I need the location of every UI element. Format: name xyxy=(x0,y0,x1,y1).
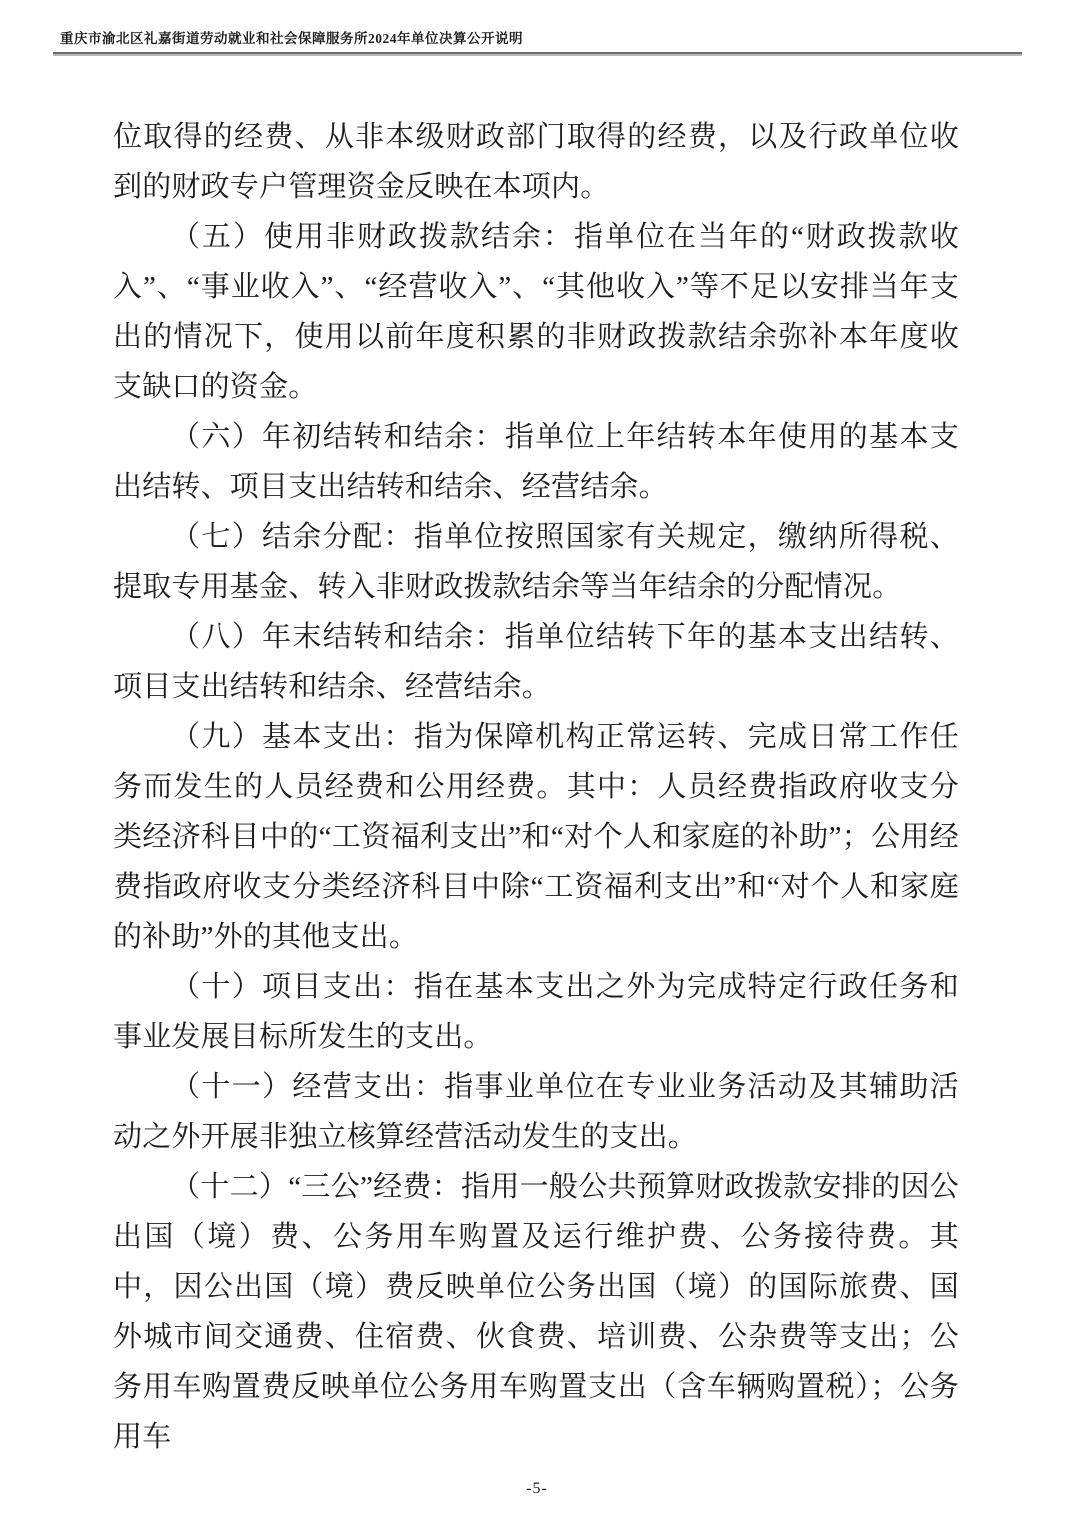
body-paragraph: （六）年初结转和结余：指单位上年结转本年使用的基本支出结转、项目支出结转和结余、经营结余。 xyxy=(113,421,959,503)
body-paragraph: （五）使用非财政拨款结余：指单位在当年的“财政拨款收入”、“事业收入”、“经营收入”、“其他收入”等不足以安排当年支出的情况下，使用以前年度积累的非财政拨款结余弥补本年度收支缺口的资金。 xyxy=(113,221,959,403)
page-number: -5- xyxy=(526,1480,548,1497)
document-body xyxy=(113,112,959,1462)
header-divider xyxy=(53,52,1022,56)
body-paragraph: （十一）经营支出：指事业单位在专业业务活动及其辅助活动之外开展非独立核算经营活动发生的支出。 xyxy=(113,1071,959,1153)
page-footer xyxy=(0,1480,1074,1498)
body-paragraph: （七）结余分配：指单位按照国家有关规定，缴纳所得税、提取专用基金、转入非财政拨款结余等当年结余的分配情况。 xyxy=(113,521,959,603)
body-paragraph: （八）年末结转和结余：指单位结转下年的基本支出结转、项目支出结转和结余、经营结余。 xyxy=(113,621,959,703)
body-paragraph: （九）基本支出：指为保障机构正常运转、完成日常工作任务而发生的人员经费和公用经费。其中：人员经费指政府收支分类经济科目中的“工资福利支出”和“对个人和家庭的补助”；公用经费指政府收支分类经济科目中除“工资福利支出”和“对个人和家庭的补助”外的其他支出。 xyxy=(113,721,959,953)
body-paragraph: 位取得的经费、从非本级财政部门取得的经费，以及行政单位收到的财政专户管理资金反映在本项内。 xyxy=(113,121,959,203)
header-title: 重庆市渝北区礼嘉街道劳动就业和社会保障服务所2024年单位决算公开说明 xyxy=(60,31,523,46)
body-paragraph: （十二）“三公”经费：指用一般公共预算财政拨款安排的因公出国（境）费、公务用车购置及运行维护费、公务接待费。其中，因公出国（境）费反映单位公务出国（境）的国际旅费、国外城市间交通费、住宿费、伙食费、培训费、公杂费等支出；公务用车购置费反映单位公务用车购置支出（含车辆购置税）；公务用车 xyxy=(113,1171,959,1453)
body-paragraph: （十）项目支出：指在基本支出之外为完成特定行政任务和事业发展目标所发生的支出。 xyxy=(113,971,959,1053)
